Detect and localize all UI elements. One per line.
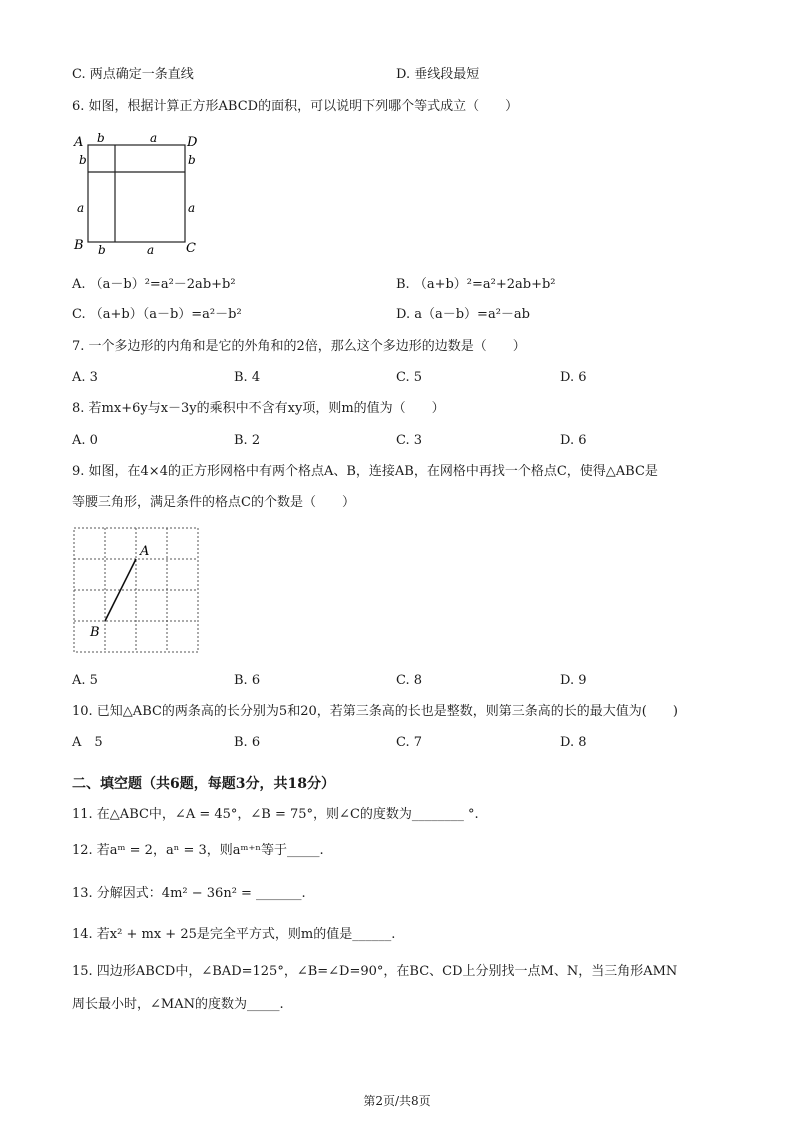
q6-square-figure: [70, 128, 210, 258]
q10-option-a: A 5: [72, 735, 103, 750]
q6-label-a-left: a: [77, 201, 85, 215]
q5-option-d: D. 垂线段最短: [396, 67, 480, 82]
page-footer: 第2页/共8页: [363, 1094, 431, 1108]
q8-option-a: A. 0: [72, 433, 98, 448]
q6-label-B: B: [74, 238, 84, 253]
q6-label-b-top: b: [97, 131, 105, 145]
q6-option-a: A. （a－b）²=a²－2ab+b²: [72, 277, 236, 292]
q6-option-d: D. a（a－b）=a²－ab: [396, 307, 530, 322]
q9-option-d: D. 9: [560, 673, 587, 688]
q7-stem: 7. 一个多边形的内角和是它的外角和的2倍，那么这个多边形的边数是（ ）: [72, 339, 526, 354]
q6-option-c: C. （a+b）（a－b）=a²－b²: [72, 307, 242, 322]
q9-grid-figure: [68, 522, 208, 658]
q9-stem-line2: 等腰三角形，满足条件的格点C的个数是（ ）: [72, 495, 355, 510]
q15-line1: 15. 四边形ABCD中，∠BAD=125°，∠B=∠D=90°，在BC、CD上分别找一点M、N，当三角形AMN: [72, 964, 678, 979]
q10-option-c: C. 7: [396, 735, 423, 750]
q6-label-a-top: a: [150, 131, 158, 145]
q10-option-b: B. 6: [234, 735, 261, 750]
q8-stem: 8. 若mx+6y与x－3y的乘积中不含有xy项，则m的值为（ ）: [72, 401, 445, 416]
q6-stem: 6. 如图，根据计算正方形ABCD的面积，可以说明下列哪个等式成立（ ）: [72, 99, 519, 114]
q12-text: 12. 若aᵐ = 2，aⁿ = 3，则aᵐ⁺ⁿ等于_____.: [72, 843, 324, 858]
q10-option-d: D. 8: [560, 735, 587, 750]
q6-label-C: C: [186, 241, 196, 256]
section2-title: 二、填空题（共6题，每题3分，共18分）: [72, 776, 335, 792]
q7-option-c: C. 5: [396, 370, 423, 385]
q9-option-c: C. 8: [396, 673, 423, 688]
q6-option-b: B. （a+b）²=a²+2ab+b²: [396, 277, 556, 292]
q8-option-c: C. 3: [396, 433, 423, 448]
q7-option-d: D. 6: [560, 370, 587, 385]
q6-label-b-right: b: [188, 153, 196, 167]
q14-text: 14. 若x² + mx + 25是完全平方式，则m的值是______.: [72, 927, 396, 942]
q9-stem-line1: 9. 如图，在4×4的正方形网格中有两个格点A、B，连接AB，在网格中再找一个格点C，使得△ABC是: [72, 464, 658, 479]
q11-text: 11. 在△ABC中，∠A = 45°，∠B = 75°，则∠C的度数为________ °.: [72, 807, 479, 822]
q9-option-b: B. 6: [234, 673, 261, 688]
q8-option-b: B. 2: [234, 433, 261, 448]
q6-label-a-right: a: [188, 201, 196, 215]
q6-label-b-bottom: b: [98, 243, 106, 257]
q9-label-B: B: [90, 625, 100, 640]
q9-label-A: A: [140, 544, 150, 559]
q9-option-a: A. 5: [72, 673, 98, 688]
q7-option-b: B. 4: [234, 370, 261, 385]
q15-line2: 周长最小时，∠MAN的度数为_____.: [72, 997, 284, 1012]
q6-label-a-bottom: a: [147, 243, 155, 257]
q6-label-b-left: b: [79, 153, 87, 167]
q13-text: 13. 分解因式：4m² − 36n² = _______.: [72, 886, 306, 901]
q5-option-c: C. 两点确定一条直线: [72, 67, 194, 82]
q7-option-a: A. 3: [72, 370, 98, 385]
q6-label-A: A: [74, 135, 84, 150]
q10-stem: 10. 已知△ABC的两条高的长分别为5和20，若第三条高的长也是整数，则第三条高的长的最大值为( ): [72, 704, 678, 719]
q6-label-D: D: [187, 135, 198, 150]
q8-option-d: D. 6: [560, 433, 587, 448]
